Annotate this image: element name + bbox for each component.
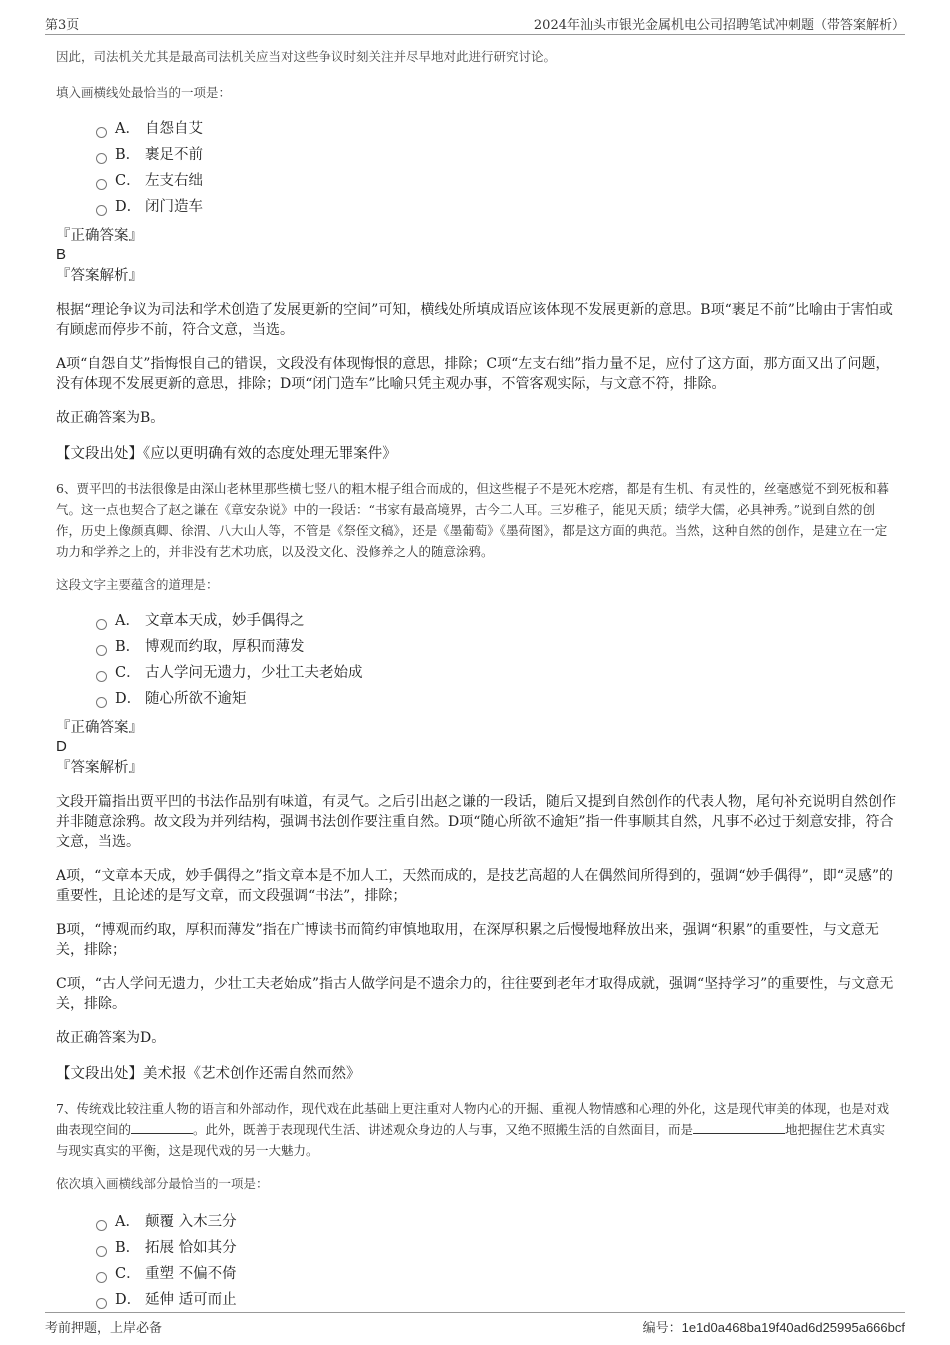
footer-slogan: 考前押题，上岸必备 xyxy=(45,1321,163,1336)
q5-prompt: 填入画横线处最恰当的一项是： xyxy=(56,85,232,100)
intro-text: 因此，司法机关尤其是最高司法机关应当对这些争议时刻关注并尽早地对此进行研究讨论。 xyxy=(56,49,557,64)
q7-text: 7、传统戏比较注重人物的语言和外部动作，现代戏在此基础上更注重对人物内心的开掘、重视人物情感和心理的外化，这是现代审美的体现，也是对戏曲表现空间的 。此外，既善于表现现代生活、讲述观众身边的人与事，又绝不照搬生活的自然面目，而是 地把握住艺术真实与现实真实的平衡，这是现代戏的另一大魅力。 xyxy=(56,1101,889,1158)
q6-prompt: 这段文字主要蕴含的道理是： xyxy=(56,577,219,592)
radio-icon[interactable] xyxy=(96,179,107,190)
q6-answer-label: 『正确答案』 xyxy=(56,720,143,736)
q5-analysis-3: 故正确答案为B。 xyxy=(56,410,165,426)
q7-option-a[interactable]: A． 颠覆 入木三分 xyxy=(96,1209,896,1235)
q6-analysis-5: 故正确答案为D。 xyxy=(56,1030,166,1046)
q5-options xyxy=(96,116,896,220)
q6-option-b[interactable]: B． 博观而约取，厚积而薄发 xyxy=(96,634,896,660)
q7-option-c[interactable]: C． 重塑 不偏不倚 xyxy=(96,1261,896,1287)
q5-analysis-2: A项“自怨自艾”指悔恨自己的错误，文段没有体现悔恨的意思，排除；C项“左支右绌”指力量不足，应付了这方面，那方面又出了问题，没有体现不发展更新的意思，排除；D项“闭门造车”比喻只凭主观办事，不管客观实际，与文意不符，排除。 xyxy=(56,356,890,392)
page-number: 第3页 xyxy=(45,18,80,33)
radio-icon[interactable] xyxy=(96,1246,107,1257)
radio-icon[interactable] xyxy=(96,127,107,138)
q6-analysis-3: B项，“博观而约取，厚积而薄发”指在广博读书而简约审慎地取用，在深厚积累之后慢慢地释放出来，强调“积累”的重要性，与文意无关，排除； xyxy=(56,922,879,958)
radio-icon[interactable] xyxy=(96,671,107,682)
q7-options xyxy=(96,1209,896,1313)
radio-icon[interactable] xyxy=(96,1220,107,1231)
main-content xyxy=(56,46,896,1313)
q6-source: 【文段出处】美术报《艺术创作还需自然而然》 xyxy=(56,1066,361,1082)
q5-analysis-1: 根据“理论争议为司法和学术创造了发展更新的空间”可知，横线处所填成语应该体现不发展更新的意思。B项“裹足不前”比喻由于害怕或有顾虑而停步不前，符合文意，当选。 xyxy=(56,302,893,338)
q6-analysis-1: 文段开篇指出贾平凹的书法作品别有味道，有灵气。之后引出赵之谦的一段话，随后又提到自然创作的代表人物，尾句补充说明自然创作并非随意涂鸦。故文段为并列结构，强调书法创作要注重自然。D项“随心所欲不逾矩”指一件事顺其自然，凡事不必过于刻意安排，符合文意，当选。 xyxy=(56,794,896,850)
radio-icon[interactable] xyxy=(96,619,107,630)
q5-option-d[interactable]: D． 闭门造车 xyxy=(96,194,896,220)
q6-analysis-4: C项，“古人学问无遗力，少壮工夫老始成”指古人做学问是不遗余力的，往往要到老年才取得成就，强调“坚持学习”的重要性，与文意无关，排除。 xyxy=(56,976,894,1012)
q6-text: 6、贾平凹的书法很像是由深山老林里那些横七竖八的粗木棍子组合而成的，但这些棍子不是死木疙瘩，都是有生机、有灵性的，丝毫感觉不到死板和暮气。这一点也契合了赵之谦在《章安杂说》中的一段话：“书家有最高境界，古今二人耳。三岁稚子，能见天质；绩学大儒，必具神秀。”说到自然的创作，历史上像颜真卿、徐渭、八大山人等，不管是《祭侄文稿》，还是《墨葡萄》《墨荷图》，都是这方面的典范。当然，这种自然的创作，是建立在一定功力和学养之上的，并非没有艺术功底，以及没文化、没修养之人的随意涂鸦。 xyxy=(56,481,889,559)
radio-icon[interactable] xyxy=(96,205,107,216)
page-footer xyxy=(45,1312,905,1337)
q5-option-a[interactable]: A． 自怨自艾 xyxy=(96,116,896,142)
q7-option-d[interactable]: D． 延伸 适可而止 xyxy=(96,1287,896,1313)
blank-2 xyxy=(693,1121,785,1134)
q5-option-c[interactable]: C． 左支右绌 xyxy=(96,168,896,194)
radio-icon[interactable] xyxy=(96,1298,107,1309)
q6-option-c[interactable]: C． 古人学问无遗力，少壮工夫老始成 xyxy=(96,660,896,686)
q6-option-a[interactable]: A． 文章本天成，妙手偶得之 xyxy=(96,608,896,634)
q6-analysis-label: 『答案解析』 xyxy=(56,760,143,776)
q5-source: 【文段出处】《应以更明确有效的态度处理无罪案件》 xyxy=(56,446,397,462)
document-title: 2024年汕头市银光金属机电公司招聘笔试冲刺题（带答案解析） xyxy=(533,18,905,33)
document-code: 编号：1e1d0a468ba19f40ad6d25995a666bcf xyxy=(642,1320,905,1336)
q6-option-d[interactable]: D． 随心所欲不逾矩 xyxy=(96,686,896,712)
q6-options xyxy=(96,608,896,712)
radio-icon[interactable] xyxy=(96,1272,107,1283)
radio-icon[interactable] xyxy=(96,697,107,708)
q7-option-b[interactable]: B． 拓展 恰如其分 xyxy=(96,1235,896,1261)
q6-answer: D xyxy=(56,738,67,755)
page-header xyxy=(45,12,905,35)
q7-prompt: 依次填入画横线部分最恰当的一项是： xyxy=(56,1176,269,1191)
q5-option-b[interactable]: B． 裹足不前 xyxy=(96,142,896,168)
q5-analysis-label: 『答案解析』 xyxy=(56,268,143,284)
radio-icon[interactable] xyxy=(96,645,107,656)
blank-1 xyxy=(131,1121,193,1134)
radio-icon[interactable] xyxy=(96,153,107,164)
q5-answer: B xyxy=(56,246,67,263)
q5-answer-label: 『正确答案』 xyxy=(56,228,143,244)
q6-analysis-2: A项，“文章本天成，妙手偶得之”指文章本是不加人工，天然而成的，是技艺高超的人在偶然间所得到的，强调“妙手偶得”，即“灵感”的重要性，且论述的是写文章，而文段强调“书法”，排除； xyxy=(56,868,894,904)
